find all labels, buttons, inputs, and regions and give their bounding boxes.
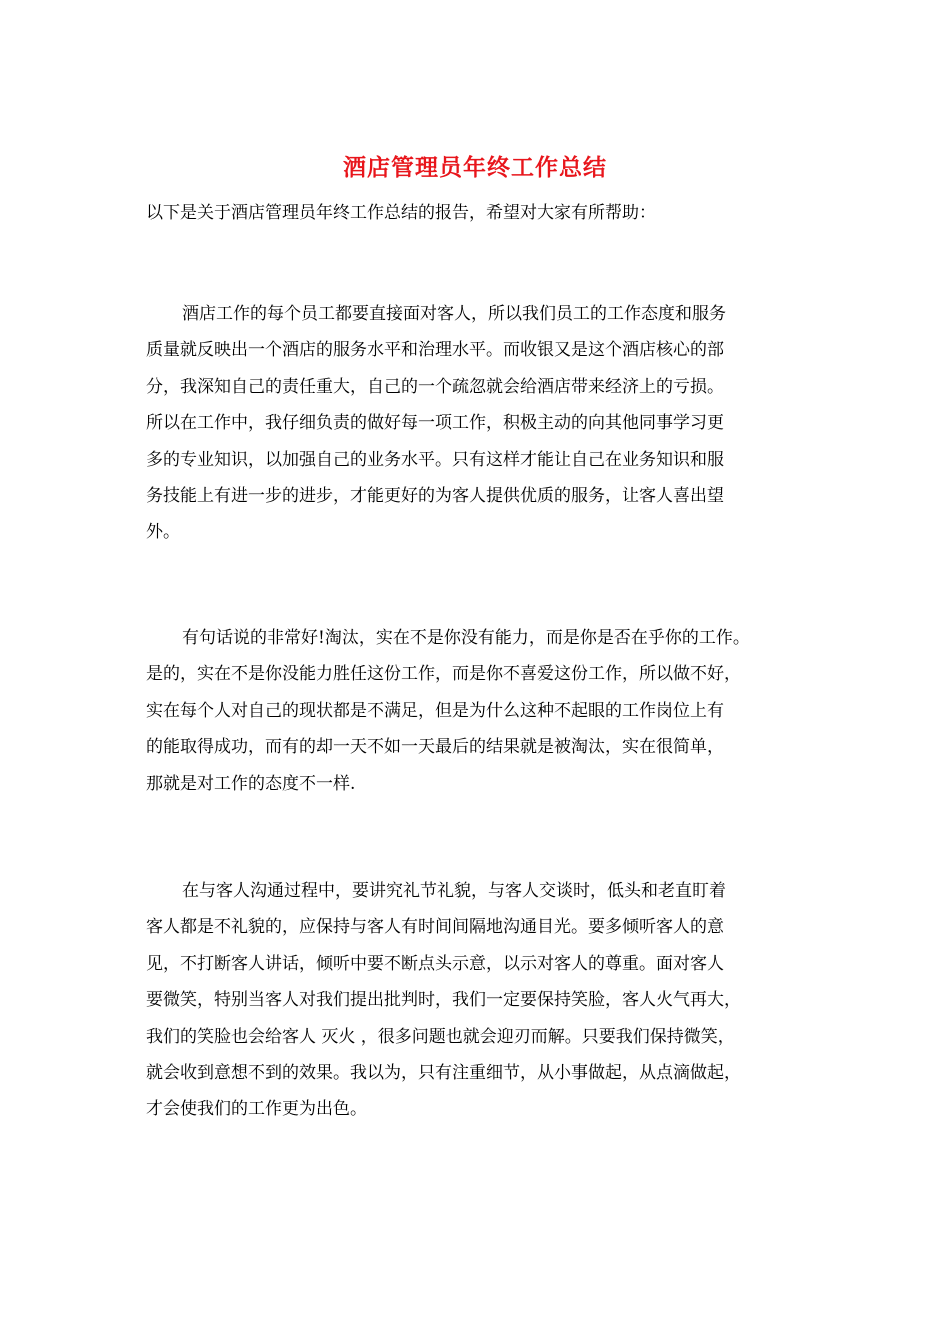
paragraph-line: 实在每个人对自己的现状都是不满足，但是为什么这种不起眼的工作岗位上有 (146, 700, 724, 721)
document-title: 酒店管理员年终工作总结 (343, 154, 607, 181)
intro-text: 以下是关于酒店管理员年终工作总结的报告，希望对大家有所帮助： (146, 203, 656, 223)
paragraph-1 (146, 296, 826, 551)
paragraph-line: 我们的笑脸也会给客人 灭火 ，很多问题也就会迎刃而解。只要我们保持微笑， (146, 1026, 735, 1047)
paragraph-line: 要微笑，特别当客人对我们提出批判时，我们一定要保持笑脸，客人火气再大， (146, 990, 741, 1011)
paragraph-line: 见，不打断客人讲话，倾听中要不断点头示意，以示对客人的尊重。面对客人 (146, 953, 724, 974)
paragraph-line: 客人都是不礼貌的，应保持与客人有时间间隔地沟通目光。要多倾听客人的意 (146, 917, 724, 938)
paragraph-line: 外。 (146, 522, 180, 543)
paragraph-line: 就会收到意想不到的效果。我以为，只有注重细节，从小事做起，从点滴做起， (146, 1063, 741, 1084)
paragraph-line: 多的专业知识，以加强自己的业务水平。只有这样才能让自己在业务知识和服 (146, 449, 724, 470)
paragraph-line: 在与客人沟通过程中，要讲究礼节礼貌，与客人交谈时，低头和老直盯着 (182, 881, 726, 901)
paragraph-3 (146, 873, 826, 1128)
paragraph-line: 才会使我们的工作更为出色。 (146, 1099, 367, 1120)
paragraph-line: 所以在工作中，我仔细负责的做好每一项工作，积极主动的向其他同事学习更 (146, 413, 724, 434)
paragraph-line: 质量就反映出一个酒店的服务水平和治理水平。而收银又是这个酒店核心的部 (146, 340, 724, 361)
paragraph-line: 分，我深知自己的责任重大，自己的一个疏忽就会给酒店带来经济上的亏损。 (146, 376, 724, 397)
paragraph-line: 那就是对工作的态度不一样. (146, 773, 356, 794)
paragraph-2 (146, 620, 826, 802)
paragraph-line: 的能取得成功，而有的却一天不如一天最后的结果就是被淘汰，实在很简单， (146, 737, 724, 758)
paragraph-line: 有句话说的非常好!淘汰，实在不是你没有能力，而是你是否在乎你的工作。 (182, 628, 750, 648)
paragraph-line: 是的，实在不是你没能力胜任这份工作，而是你不喜爱这份工作，所以做不好， (146, 664, 741, 685)
paragraph-line: 酒店工作的每个员工都要直接面对客人，所以我们员工的工作态度和服务 (182, 304, 726, 324)
paragraph-line: 务技能上有进一步的进步，才能更好的为客人提供优质的服务，让客人喜出望 (146, 486, 724, 507)
